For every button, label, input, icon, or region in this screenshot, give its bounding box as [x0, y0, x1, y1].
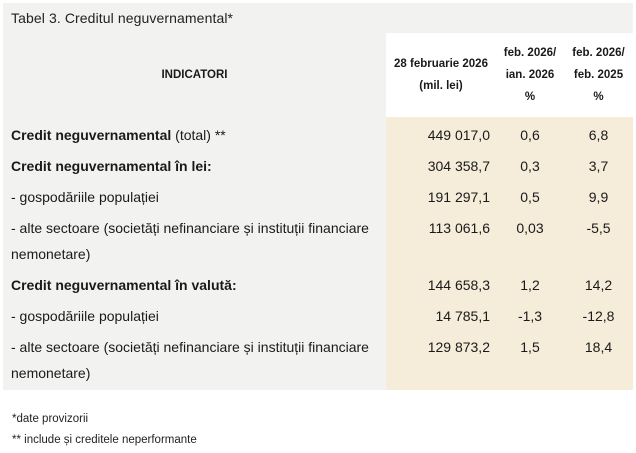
row-pct-year: 18,4	[564, 329, 633, 390]
row-pct-year: 9,9	[564, 179, 633, 210]
row-value: 449 017,0	[386, 117, 496, 148]
row-pct-month: 0,6	[496, 117, 564, 148]
credit-table-container	[3, 3, 633, 390]
row-pct-month: 0,5	[496, 179, 564, 210]
row-pct-year: -12,8	[564, 298, 633, 329]
row-pct-month: 1,2	[496, 267, 564, 298]
credit-table	[3, 33, 633, 390]
row-label-rest: - alte sectoare (societăți nefinanciare și instituții financiare nemonetare)	[11, 339, 369, 381]
row-value: 304 358,7	[386, 148, 496, 179]
header-pct-month-line2: ian. 2026	[505, 69, 555, 81]
table-title: Tabel 3. Creditul neguvernamental*	[11, 10, 234, 26]
table-row	[3, 210, 633, 267]
header-value-line2: (mil. lei)	[419, 80, 463, 92]
header-pct-year-line1: feb. 2026/	[572, 47, 625, 59]
table-title-bar	[3, 3, 633, 33]
row-pct-month: 0,3	[496, 148, 564, 179]
row-label-bold: Credit neguvernamental în lei:	[11, 158, 212, 174]
header-pct-month	[496, 33, 564, 117]
table-row	[3, 148, 633, 179]
header-value	[386, 33, 496, 117]
row-label-rest: (total) **	[171, 127, 226, 143]
header-indicatori	[3, 33, 386, 117]
row-pct-year: -5,5	[564, 210, 633, 267]
header-pct-year-line2: feb. 2025	[573, 69, 624, 81]
footnotes	[12, 409, 197, 451]
footnote-nonperforming: ** include și creditele neperformante	[12, 434, 197, 446]
row-value: 129 873,2	[386, 329, 496, 390]
table-row	[3, 329, 633, 390]
header-pct-year-line3: %	[593, 91, 604, 103]
row-value: 14 785,1	[386, 298, 496, 329]
row-label	[3, 179, 386, 210]
row-pct-month: -1,3	[496, 298, 564, 329]
row-label	[3, 329, 386, 390]
row-pct-month: 1,5	[496, 329, 564, 390]
row-label-rest: - gospodăriile populației	[11, 308, 159, 324]
row-pct-year: 14,2	[564, 267, 633, 298]
row-label-rest: - gospodăriile populației	[11, 189, 159, 205]
header-pct-year	[564, 33, 633, 117]
header-value-line1: 28 februarie 2026	[394, 58, 488, 70]
row-label	[3, 210, 386, 267]
row-label-bold: Credit neguvernamental în valută:	[11, 277, 237, 293]
header-pct-month-line3: %	[524, 91, 536, 103]
row-value: 144 658,3	[386, 267, 496, 298]
row-value: 113 061,6	[386, 210, 496, 267]
row-label-rest: - alte sectoare (societăți nefinanciare și instituții financiare nemonetare)	[11, 220, 369, 262]
row-label	[3, 267, 386, 298]
row-label	[3, 117, 386, 148]
row-label	[3, 148, 386, 179]
header-row	[3, 33, 633, 117]
row-pct-year: 6,8	[564, 117, 633, 148]
row-pct-month: 0,03	[496, 210, 564, 267]
row-label-bold: Credit neguvernamental	[11, 127, 172, 143]
row-label	[3, 298, 386, 329]
table-row	[3, 298, 633, 329]
table-row	[3, 179, 633, 210]
row-value: 191 297,1	[386, 179, 496, 210]
table-row	[3, 267, 633, 298]
table-row	[3, 117, 633, 148]
footnote-provisional: *date provizorii	[12, 413, 89, 425]
header-indicatori-label: INDICATORI	[161, 69, 228, 81]
row-pct-year: 3,7	[564, 148, 633, 179]
header-pct-month-line1: feb. 2026/	[503, 47, 557, 59]
